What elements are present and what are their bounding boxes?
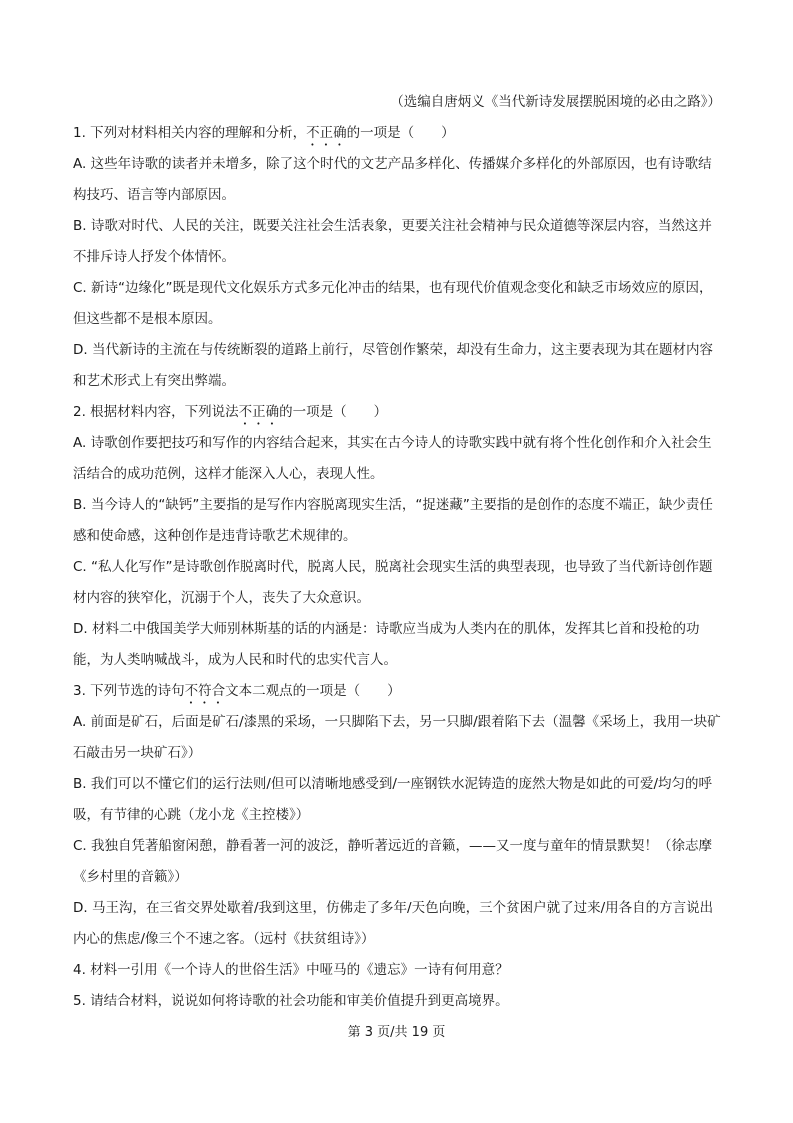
question-1-suffix: 的一项是（ ） [346,125,455,141]
question-3-option-c: C. 我独自凭著船窗闲憩，静看著一河的波泛，静听著远近的音籁，——又一度与童年的情景默契！（徐志摩《乡村里的音籁》） [73,838,713,885]
source-citation: （选编自唐炳义《当代新诗发展摆脱困境的必由之路》） [390,94,721,110]
question-1 [73,118,725,149]
question-1-option-c: C. 新诗“边缘化”既是现代文化娱乐方式多元化冲击的结果，也有现代价值观念变化和缺乏市场效应的原因，但这些都不是根本原因。 [73,280,713,327]
question-2-option-d: D. 材料二中俄国美学大师别林斯基的话的内涵是：诗歌应当成为人类内在的肌体，发挥其匕首和投枪的功能，为人类呐喊战斗，成为人民和时代的忠实代言人。 [73,621,700,668]
question-3-option-a: A. 前面是矿石，后面是矿石/漆黑的采场，一只脚陷下去，另一只脚/跟着陷下去（温馨《采场上，我用一块矿石敲击另一块矿石》） [73,714,721,761]
question-4: 4. 材料一引用《一个诗人的世俗生活》中哑马的《遗忘》一诗有何用意？ [73,962,509,978]
question-2 [73,397,725,428]
question-3-option-d: D. 马王沟，在三省交界处歇着/我到这里，仿佛走了多年/天色向晚，三个贫困户就了过来/用各自的方言说出内心的焦虑/像三个不速之客。（远村《扶贫组诗》） [73,900,714,947]
questions-body [73,118,725,1017]
question-3-prefix: 3. 下列节选的诗句 [73,683,185,699]
question-3 [73,676,725,707]
question-1-option-d: D. 当代新诗的主流在与传统断裂的道路上前行，尽管创作繁荣，却没有生命力，这主要表现为其在题材内容和艺术形式上有突出弊端。 [73,342,713,389]
question-1-emphasis: 不正确 [306,125,347,141]
question-3-option-b: B. 我们可以不懂它们的运行法则/但可以清晰地感受到/一座钢铁水泥铸造的庞然大物是如此的可爱/均匀的呼吸，有节律的心跳（龙小龙《主控楼》） [73,776,712,823]
question-1-option-b: B. 诗歌对时代、人民的关注，既要关注社会生活表象，更要关注社会精神与民众道德等深层内容，当然这并不排斥诗人抒发个体情怀。 [73,218,712,265]
question-2-suffix: 的一项是（ ） [279,404,388,420]
question-3-suffix: 文本二观点的一项是（ ） [225,683,401,699]
question-2-prefix: 2. 根据材料内容，下列说法 [73,404,239,420]
question-3-emphasis: 不符合 [184,683,226,699]
question-2-option-a: A. 诗歌创作要把技巧和写作的内容结合起来，其实在古今诗人的诗歌实践中就有将个性化创作和介入社会生活结合的成功范例，这样才能深入人心，表现人性。 [73,435,712,482]
question-5: 5. 请结合材料，说说如何将诗歌的社会功能和审美价值提升到更高境界。 [73,993,509,1009]
page-footer: 第 3 页/共 19 页 [347,1025,446,1040]
question-1-prefix: 1. 下列对材料相关内容的理解和分析， [73,125,307,141]
question-2-emphasis: 不正确 [238,404,280,420]
question-2-option-c: C. “私人化写作”是诗歌创作脱离时代，脱离人民，脱离社会现实生活的典型表现，也导致了当代新诗创作题材内容的狭窄化，沉溺于个人，丧失了大众意识。 [73,559,713,606]
question-2-option-b: B. 当今诗人的“缺钙”主要指的是写作内容脱离现实生活，“捉迷藏”主要指的是创作的态度不端正，缺少责任感和使命感，这种创作是违背诗歌艺术规律的。 [73,497,713,544]
question-1-option-a: A. 这些年诗歌的读者并未增多，除了这个时代的文艺产品多样化、传播媒介多样化的外部原因，也有诗歌结构技巧、语言等内部原因。 [73,156,712,203]
